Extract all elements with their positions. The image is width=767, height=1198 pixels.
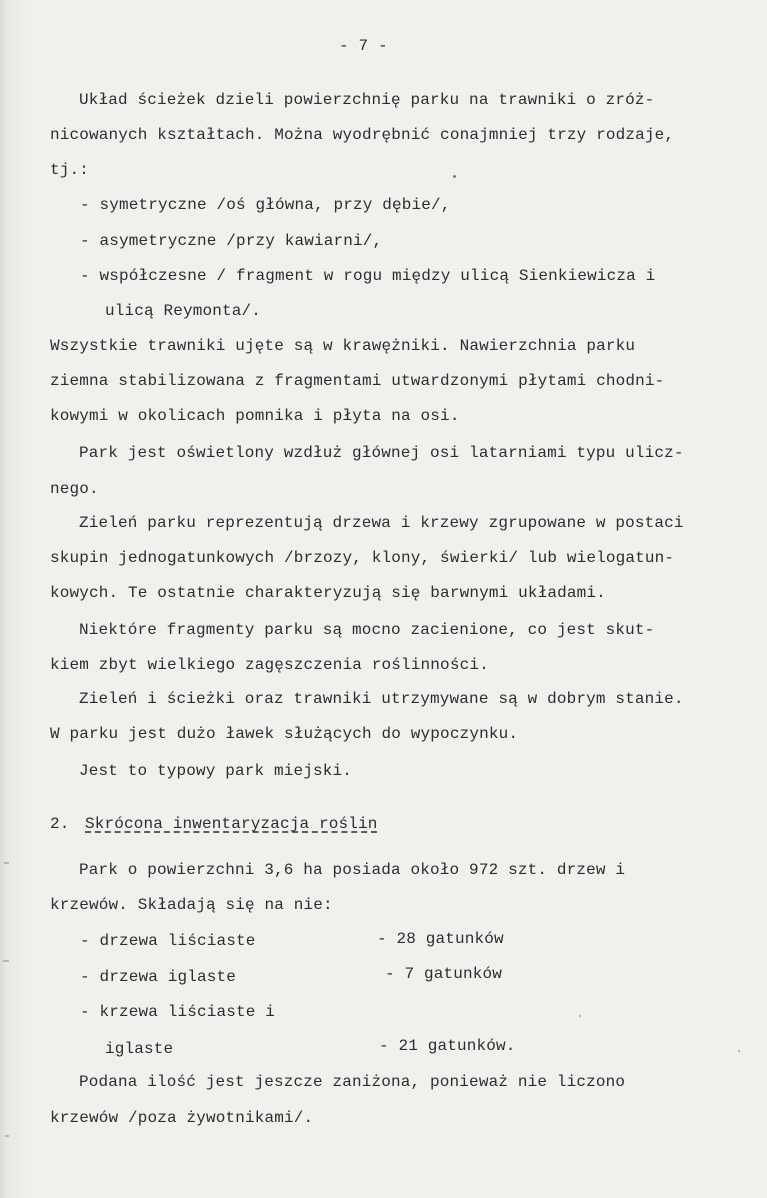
ink-speck: [453, 175, 456, 178]
section-title: Skrócona inwentaryzacja roślin: [85, 815, 378, 833]
ink-speck: [738, 1050, 740, 1052]
text-line: nego.: [50, 480, 99, 498]
species-label: - drzewa liściaste: [80, 932, 256, 950]
page-number: - 7 -: [339, 37, 388, 55]
list-item: - asymetryczne /przy kawiarni/,: [80, 232, 383, 250]
species-count: - 21 gatunków.: [379, 1037, 516, 1055]
edge-mark: [3, 960, 9, 962]
text-line: krzewów /poza żywotnikami/.: [50, 1109, 314, 1127]
text-line: kowymi w okolicach pomnika i płyta na osi.: [50, 407, 460, 425]
text-line: krzewów. Składają się na nie:: [50, 896, 333, 914]
edge-mark: [5, 1135, 9, 1137]
text-line: Jest to typowy park miejski.: [79, 762, 353, 780]
text-line: Wszystkie trawniki ujęte są w krawężniki. Nawierzchnia parku: [50, 337, 636, 355]
ink-speck: [579, 1015, 581, 1017]
text-line: ziemna stabilizowana z fragmentami utwardzonymi płytami chodni-: [50, 372, 665, 390]
binding-edge: [0, 0, 30, 1198]
text-line: skupin jednogatunkowych /brzozy, klony, świerki/ lub wielogatun-: [50, 549, 675, 567]
text-line: Zieleń parku reprezentują drzewa i krzewy zgrupowane w postaci: [79, 514, 684, 532]
list-item-continuation: ulicą Reymonta/.: [105, 302, 262, 320]
species-label: iglaste: [105, 1040, 174, 1058]
text-line: kowych. Te ostatnie charakteryzują się barwnymi układami.: [50, 584, 606, 602]
text-line: Park jest oświetlony wzdłuż głównej osi latarniami typu ulicz-: [79, 444, 684, 462]
species-label: - drzewa iglaste: [80, 968, 237, 986]
text-line: Podana ilość jest jeszcze zaniżona, ponieważ nie liczono: [79, 1073, 626, 1091]
species-label: - krzewa liściaste i: [80, 1003, 276, 1021]
list-item: - symetryczne /oś główna, przy dębie/,: [80, 196, 451, 214]
section-number: 2.: [50, 815, 70, 833]
list-item: - współczesne / fragment w rogu między ulicą Sienkiewicza i: [80, 267, 656, 285]
species-count: - 7 gatunków: [385, 965, 503, 983]
text-line: tj.:: [50, 161, 90, 179]
text-line: nicowanych kształtach. Można wyodrębnić conajmniej trzy rodzaje,: [50, 126, 675, 144]
edge-mark: [4, 862, 9, 864]
text-line: Niektóre fragmenty parku są mocno zacienione, co jest skut-: [79, 621, 655, 639]
text-line: W parku jest dużo ławek służących do wypoczynku.: [50, 725, 519, 743]
text-line: Układ ścieżek dzieli powierzchnię parku na trawniki o zróż-: [79, 91, 655, 109]
text-line: Park o powierzchni 3,6 ha posiada około 972 szt. drzew i: [79, 861, 626, 879]
text-line: kiem zbyt wielkiego zagęszczenia roślinności.: [50, 656, 489, 674]
species-count: - 28 gatunków: [377, 930, 504, 948]
text-line: Zieleń i ścieżki oraz trawniki utrzymywane są w dobrym stanie.: [79, 690, 684, 708]
